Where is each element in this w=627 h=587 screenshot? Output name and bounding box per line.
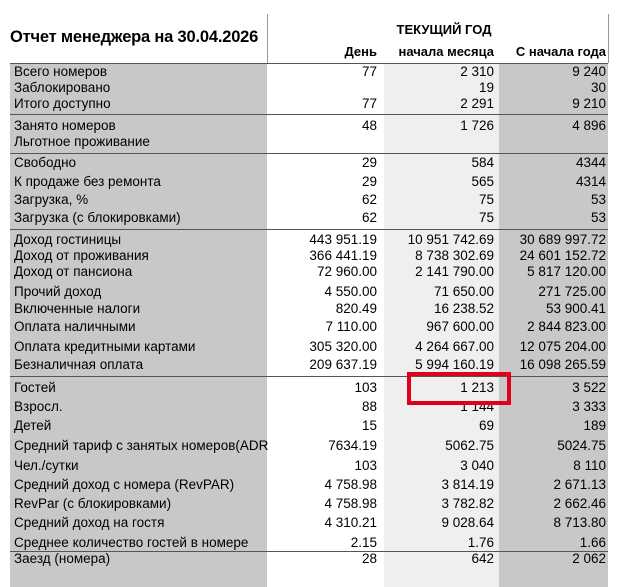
cell-month: 1.76 bbox=[467, 535, 494, 550]
cell-day: 4 310.21 bbox=[324, 515, 377, 530]
table-row bbox=[0, 210, 627, 226]
table-row bbox=[0, 174, 627, 190]
cell-day: 29 bbox=[361, 155, 377, 170]
section-separator bbox=[10, 229, 608, 230]
cell-month: 5062.75 bbox=[445, 438, 494, 453]
cell-month: 2 141 790.00 bbox=[415, 264, 494, 279]
row-label: Взросл. bbox=[14, 399, 63, 414]
section-separator bbox=[10, 376, 608, 377]
row-label: Средний доход на гостя bbox=[14, 515, 165, 530]
row-label: Прочий доход bbox=[14, 284, 102, 299]
row-label: Доход от пансиона bbox=[14, 264, 133, 279]
cell-month: 9 028.64 bbox=[441, 515, 494, 530]
table-row bbox=[0, 248, 627, 264]
cell-day: 4 758.98 bbox=[324, 496, 377, 511]
cell-year: 53 900.41 bbox=[545, 301, 606, 316]
cell-month: 5 994 160.19 bbox=[415, 357, 494, 372]
cell-day: 305 320.00 bbox=[309, 339, 377, 354]
cell-day: 29 bbox=[361, 174, 377, 189]
cell-day: 28 bbox=[361, 551, 377, 566]
table-row bbox=[0, 284, 627, 300]
table-row bbox=[0, 80, 627, 96]
table-row bbox=[0, 418, 627, 434]
cell-year: 16 098 265.59 bbox=[519, 357, 606, 372]
row-label: Заблокировано bbox=[14, 80, 111, 95]
column-header-year: С начала года bbox=[515, 44, 606, 59]
cell-year: 271 725.00 bbox=[538, 284, 606, 299]
cell-year: 2 062 bbox=[572, 551, 606, 566]
table-row bbox=[0, 64, 627, 80]
cell-month: 967 600.00 bbox=[426, 319, 494, 334]
row-label: Среднее количество гостей в номере bbox=[14, 535, 249, 550]
cell-year: 9 210 bbox=[572, 96, 606, 111]
cell-month: 75 bbox=[478, 210, 494, 225]
highlight-box bbox=[407, 372, 511, 405]
table-row bbox=[0, 96, 627, 112]
cell-year: 1.66 bbox=[579, 535, 606, 550]
table-row bbox=[0, 438, 627, 454]
cell-day: 7 110.00 bbox=[325, 319, 377, 334]
cell-day: 88 bbox=[361, 399, 377, 414]
cell-day: 4 550.00 bbox=[324, 284, 377, 299]
current-year-header: ТЕКУЩИЙ ГОД bbox=[396, 22, 492, 37]
header-divider bbox=[267, 14, 268, 63]
table-row bbox=[0, 477, 627, 493]
table-row bbox=[0, 134, 627, 150]
cell-day: 209 637.19 bbox=[309, 357, 377, 372]
cell-day: 48 bbox=[361, 118, 377, 133]
row-label: Безналичная оплата bbox=[14, 357, 144, 372]
cell-month: 10 951 742.69 bbox=[407, 232, 494, 247]
cell-day: 15 bbox=[361, 418, 377, 433]
row-label: К продаже без ремонта bbox=[14, 174, 161, 189]
cell-year: 30 bbox=[590, 80, 606, 95]
cell-month: 565 bbox=[471, 174, 494, 189]
row-label: Занято номеров bbox=[14, 118, 116, 133]
cell-year: 53 bbox=[590, 192, 606, 207]
cell-month: 75 bbox=[478, 192, 494, 207]
cell-year: 2 662.46 bbox=[553, 496, 606, 511]
cell-year: 5024.75 bbox=[557, 438, 606, 453]
row-label: Загрузка (с блокировками) bbox=[14, 210, 181, 225]
cell-year: 30 689 997.72 bbox=[519, 232, 606, 247]
table-row bbox=[0, 535, 627, 551]
cell-month: 19 bbox=[478, 80, 494, 95]
column-header-day: День bbox=[344, 44, 377, 59]
cell-month: 584 bbox=[471, 155, 494, 170]
row-label: Всего номеров bbox=[14, 64, 108, 79]
cell-year: 8 713.80 bbox=[553, 515, 606, 530]
row-label: Гостей bbox=[14, 380, 56, 395]
row-label: Оплата наличными bbox=[14, 319, 136, 334]
table-row bbox=[0, 155, 627, 171]
cell-year: 3 522 bbox=[572, 380, 606, 395]
row-label: Включенные налоги bbox=[14, 301, 141, 316]
section-separator bbox=[10, 114, 608, 115]
cell-day: 62 bbox=[361, 192, 377, 207]
cell-day: 4 758.98 bbox=[324, 477, 377, 492]
cell-month: 3 040 bbox=[460, 458, 494, 473]
row-label: Средний тариф с занятых номеров(ADR bbox=[14, 438, 269, 453]
row-label: Чел./сутки bbox=[14, 458, 79, 473]
row-label: Загрузка, % bbox=[14, 192, 89, 207]
cell-month: 1 726 bbox=[460, 118, 494, 133]
row-label: Льготное проживание bbox=[14, 134, 150, 149]
header-divider-right bbox=[608, 14, 609, 63]
cell-month: 16 238.52 bbox=[433, 301, 494, 316]
row-label: Детей bbox=[14, 418, 52, 433]
cell-year: 2 671.13 bbox=[553, 477, 606, 492]
table-row bbox=[0, 192, 627, 208]
cell-year: 12 075 204.00 bbox=[519, 339, 606, 354]
cell-month: 4 264 667.00 bbox=[415, 339, 494, 354]
cell-month: 2 310 bbox=[460, 64, 494, 79]
cell-day: 103 bbox=[354, 458, 377, 473]
cell-year: 3 333 bbox=[572, 399, 606, 414]
report-title: Отчет менеджера на 30.04.2026 bbox=[10, 28, 259, 46]
cell-day: 820.49 bbox=[335, 301, 377, 316]
cell-month: 1 144 bbox=[460, 399, 494, 414]
table-row bbox=[0, 301, 627, 317]
cell-year: 24 601 152.72 bbox=[519, 248, 606, 263]
row-label: Доход гостиницы bbox=[14, 232, 122, 247]
cell-month: 3 782.82 bbox=[441, 496, 494, 511]
table-row bbox=[0, 319, 627, 335]
table-row bbox=[0, 515, 627, 531]
cell-year: 5 817 120.00 bbox=[527, 264, 606, 279]
cell-month: 71 650.00 bbox=[433, 284, 494, 299]
table-row bbox=[0, 118, 627, 134]
cell-year: 4 896 bbox=[572, 118, 606, 133]
row-label: Доход от проживания bbox=[14, 248, 149, 263]
cell-day: 2.15 bbox=[350, 535, 377, 550]
cell-year: 53 bbox=[590, 210, 606, 225]
column-header-month: начала месяца bbox=[398, 44, 494, 59]
cell-year: 2 844 823.00 bbox=[527, 319, 606, 334]
cell-year: 4314 bbox=[575, 174, 606, 189]
row-label: Свободно bbox=[14, 155, 77, 170]
cell-day: 366 441.19 bbox=[309, 248, 377, 263]
row-label: Средний доход с номера (RevPAR) bbox=[14, 477, 235, 492]
cell-year: 189 bbox=[583, 418, 606, 433]
cell-month: 8 738 302.69 bbox=[415, 248, 494, 263]
cell-day: 443 951.19 bbox=[309, 232, 377, 247]
row-label: RevPar (с блокировками) bbox=[14, 496, 172, 511]
cell-day: 103 bbox=[354, 380, 377, 395]
table-row bbox=[0, 357, 627, 373]
table-row bbox=[0, 380, 627, 396]
cell-day: 77 bbox=[361, 64, 377, 79]
cell-month: 69 bbox=[478, 418, 494, 433]
table-row bbox=[0, 458, 627, 474]
table-row bbox=[0, 399, 627, 415]
row-label: Оплата кредитными картами bbox=[14, 339, 196, 354]
row-label: Итого доступно bbox=[14, 96, 111, 111]
cell-month: 3 814.19 bbox=[441, 477, 494, 492]
table-row bbox=[0, 551, 627, 567]
table-row bbox=[0, 232, 627, 248]
table-row bbox=[0, 339, 627, 355]
cell-month: 642 bbox=[471, 551, 494, 566]
row-label: Заезд (номера) bbox=[14, 551, 111, 566]
cell-year: 8 110 bbox=[573, 458, 606, 473]
section-separator bbox=[10, 153, 608, 154]
cell-day: 72 960.00 bbox=[316, 264, 377, 279]
cell-year: 9 240 bbox=[572, 64, 606, 79]
cell-day: 77 bbox=[361, 96, 377, 111]
table-row bbox=[0, 264, 627, 280]
cell-day: 7634.19 bbox=[328, 438, 377, 453]
cell-day: 62 bbox=[361, 210, 377, 225]
cell-month: 2 291 bbox=[460, 96, 494, 111]
cell-month: 1 213 bbox=[460, 380, 494, 395]
table-row bbox=[0, 496, 627, 512]
cell-year: 4344 bbox=[575, 155, 606, 170]
